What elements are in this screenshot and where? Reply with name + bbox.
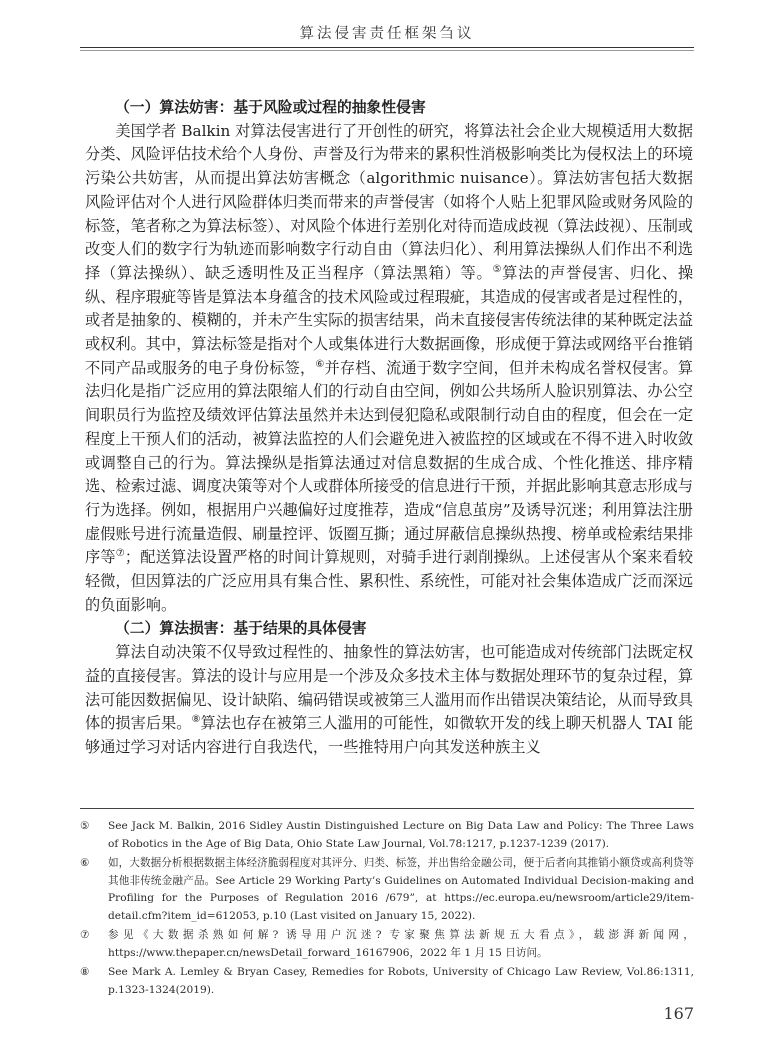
- page-number: 167: [663, 1004, 694, 1023]
- header-rule-thin: [80, 50, 694, 51]
- footnote-6: [80, 855, 694, 925]
- para1-part-b: 算法的声誉侵害、归化、操纵、程序瑕疵等皆是算法本身蕴含的技术风险或过程瑕疵，其造成的侵害或者是过程性的，或者是抽象的、模糊的，并未产生实际的损害结果，尚未直接侵害传统法律的某种既定法益或权利。其中，算法标签是指对个人或集体进行大数据画像，形成便于算法或网络平台推销不同产品或服务的电子身份标签，: [85, 263, 694, 377]
- paragraph-2: [85, 641, 693, 760]
- para2-part-b: 算法也存在被第三人滥用的可能性，如微软开发的线上聊天机器人 TAI 能够通过学习对话内容进行自我迭代，一些推特用户向其发送种族主义: [85, 714, 694, 756]
- footnote-ref-7[interactable]: ⑦: [115, 548, 125, 560]
- footnote-mark: ⑧: [80, 966, 90, 978]
- footnote-text: See Jack M. Balkin, 2016 Sidley Austin Distinguished Lecture on Big Data Law and Policy: The Three Laws of Robotics in the Age of Big Data, Ohio State Law Journal, Vol.78:1217, p.1237-1239 (2017).: [108, 820, 694, 850]
- para1-part-c: 并存档、流通于数字空间，但并未构成名誉权侵害。算法归化是指广泛应用的算法限缩人们的行动自由空间，例如公共场所人脸识别算法、办公空间职员行为监控及绩效评估算法虽然并未达到侵犯隐私或限制行动自由的程度，但会在一定程度上干预人们的活动，被算法监控的人们会避免进入被监控的区域或在不得不进入时收敛或调整自己的行为。算法操纵是指算法通过对信息数据的生成合成、个性化推送、排序精选、检索过滤、调度决策等对个人或群体所接受的信息进行干预，并据此影响其意志形成与行为选择。例如，根据用户兴趣偏好过度推荐，造成“信息茧房”及诱导沉迷；利用算法注册虚假账号进行流量造假、刷量控评、饭圈互撕；通过屏蔽信息操纵热搜、榜单或检索结果排序等: [85, 358, 694, 567]
- footnote-mark: ⑥: [80, 857, 90, 869]
- footnote-ref-5[interactable]: ⑤: [492, 263, 503, 275]
- paragraph-1: [85, 120, 693, 618]
- para2-part-a: 算法自动决策不仅导致过程性的、抽象性的算法妨害，也可能造成对传统部门法既定权益的直接侵害。算法的设计与应用是一个涉及众多技术主体与数据处理环节的复杂过程，算法可能因数据偏见、设计缺陷、编码错误或被第三人滥用而作出错误决策结论，从而导致具体的损害后果。: [85, 643, 693, 733]
- footnote-text: 如，大数据分析根据数据主体经济脆弱程度对其评分、归类、标签，并出售给金融公司，便于后者向其推销小额贷或高利贷等其他非传统金融产品。See Article 29 Working Party’s Guidelines on Automated Individual Decision-making and Profiling for the Purposes of Regulation 2016 /679”, at https://ec.europa.eu/newsroom/article29/item-detail.cfm?item_id=612053, p.10 (Last visited on January 15, 2022).: [108, 857, 694, 922]
- running-head-title: 算法侵害责任框架刍议: [299, 26, 475, 42]
- footnote-ref-8[interactable]: ⑧: [191, 714, 201, 726]
- footnote-text: 参见《大数据杀熟如何解? 诱导用户沉迷? 专家聚焦算法新规五大看点》，载澎湃新闻网，https://www.thepaper.cn/newsDetail_forward_16167906，2022 年 1 月 15 日访问。: [108, 929, 694, 959]
- section-heading-2: （二）算法损害：基于结果的具体侵害: [115, 620, 367, 638]
- footnotes: [80, 818, 694, 1001]
- footnote-text: See Mark A. Lemley & Bryan Casey, Remedies for Robots, University of Chicago Law Review, Vol.86:1311, p.1323-1324(2019).: [108, 966, 694, 996]
- footnote-5: [80, 818, 694, 853]
- para1-part-a: 美国学者 Balkin 对算法侵害进行了开创性的研究，将算法社会企业大规模适用大数据分类、风险评估技术给个人身份、声誉及行为带来的累积性消极影响类比为侵权法上的环境污染公共妨害，从而提出算法妨害概念（algorithmic nuisance）。算法妨害包括大数据风险评估对个人进行风险群体归类而带来的声誉侵害（如将个人贴上犯罪风险或财务风险的标签，笔者称之为算法标签）、对风险个体进行差别化对待而造成歧视（算法歧视）、压制或改变人们的数字行为轨迹而影响数字行动自由（算法归化）、利用算法操纵人们作出不利选择（算法操纵）、缺乏透明性及正当程序（算法黑箱）等。: [85, 121, 693, 282]
- header-rule: [80, 47, 694, 48]
- footnote-7: [80, 927, 694, 962]
- section-heading-1: （一）算法妨害：基于风险或过程的抽象性侵害: [115, 99, 426, 116]
- para1-part-d: ；配送算法设置严格的时间计算规则，对骑手进行剥削操纵。上述侵害从个案来看较轻微，但因算法的广泛应用具有集合性、累积性、系统性，可能对社会集体造成广泛而深远的负面影响。: [85, 548, 694, 614]
- footnote-ref-6[interactable]: ⑥: [315, 358, 325, 370]
- footnote-rule: [80, 808, 694, 809]
- footnote-mark: ⑦: [80, 929, 90, 941]
- main-body: [85, 96, 693, 760]
- footnote-8: [80, 964, 694, 999]
- footnote-mark: ⑤: [80, 820, 90, 832]
